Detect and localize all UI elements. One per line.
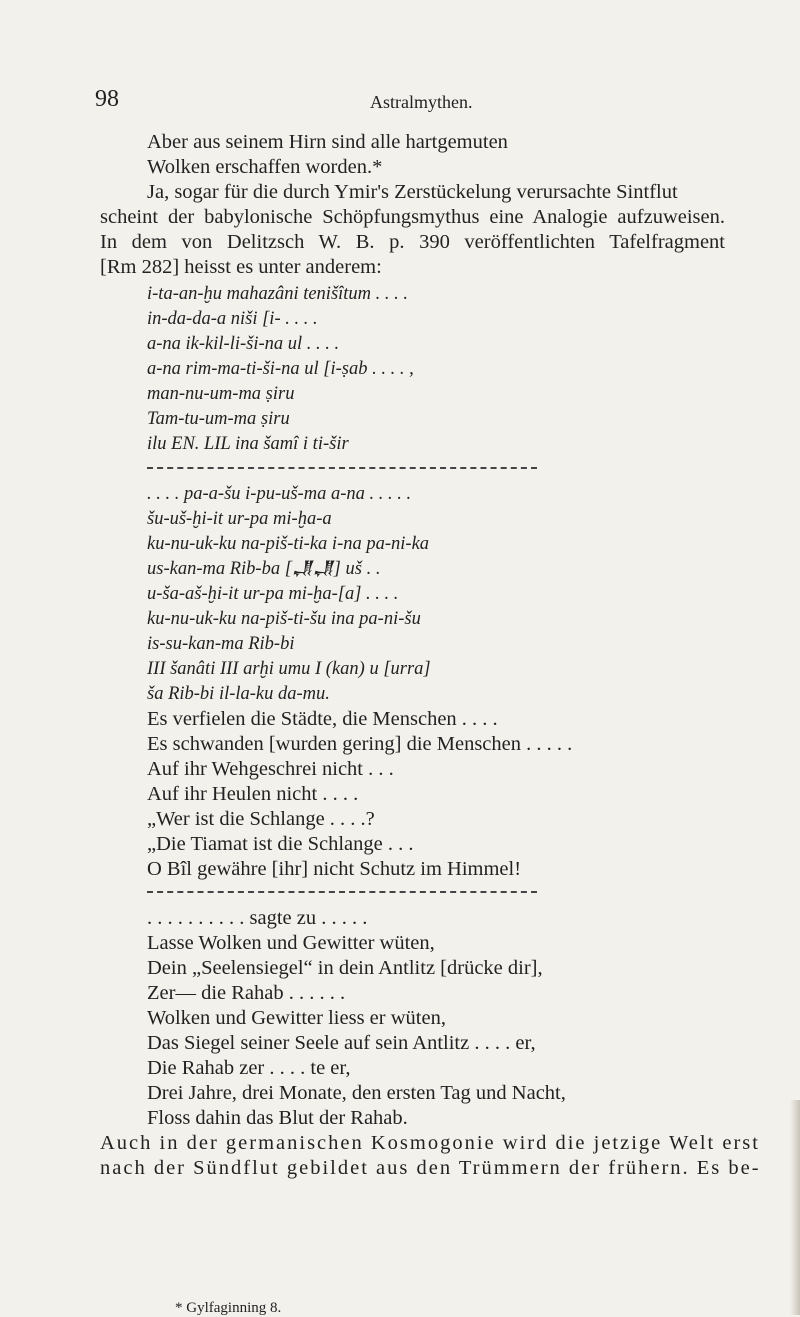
translation-line: Das Siegel seiner Seele auf sein Antlitz . . . . er, xyxy=(147,1032,536,1054)
translation-line: Dein „Seelensiegel“ in dein Antlitz [drücke dir], xyxy=(147,957,543,979)
transliteration-line: ilu EN. LIL ina šamî i ti-šir xyxy=(147,434,349,454)
dash-separator xyxy=(147,891,537,893)
text-line: Auch in der germanischen Kosmogonie wird die jetzige Welt erst xyxy=(100,1132,760,1154)
text-line: scheint der babylonische Schöpfungsmythus eine Analogie aufzuweisen. xyxy=(100,206,725,228)
transliteration-line: a-na rim-ma-ti-ši-na ul [i-ṣab . . . . , xyxy=(147,359,414,379)
translation-line: Auf ihr Heulen nicht . . . . xyxy=(147,783,359,805)
transliteration-line: Tam-tu-um-ma ṣiru xyxy=(147,409,290,429)
text-line: [Rm 282] heisst es unter anderem: xyxy=(100,256,382,278)
translation-line: Lasse Wolken und Gewitter wüten, xyxy=(147,932,435,954)
transliteration-line: III šanâti III arḫi umu I (kan) u [urra] xyxy=(147,659,431,679)
transliteration-line: man-nu-um-ma ṣiru xyxy=(147,384,295,404)
translation-line: Floss dahin das Blut der Rahab. xyxy=(147,1107,408,1129)
dash-separator xyxy=(147,467,537,469)
text-line: Ja, sogar für die durch Ymir's Zerstückelung verursachte Sintflut xyxy=(147,181,678,203)
transliteration-line: ku-nu-uk-ku na-piš-ti-ka i-na pa-ni-ka xyxy=(147,534,430,554)
transliteration-line: u-ša-aš-ḫi-it ur-pa mi-ḫa-[a] . . . . xyxy=(147,584,399,604)
text-line: Wolken erschaffen worden.* xyxy=(147,156,383,178)
translation-line: Auf ihr Wehgeschrei nicht . . . xyxy=(147,758,394,780)
translation-line: Es schwanden [wurden gering] die Menschen . . . . . xyxy=(147,733,573,755)
translation-line: Wolken und Gewitter liess er wüten, xyxy=(147,1007,446,1029)
transliteration-line: is-su-kan-ma Rib-bi xyxy=(147,634,295,654)
transliteration-line: . . . . pa-a-šu i-pu-uš-ma a-na . . . . . xyxy=(147,484,412,504)
page-number: 98 xyxy=(95,86,119,112)
transliteration-line: in-da-da-a niši [i- . . . . xyxy=(147,309,318,329)
transliteration-line: ša Rib-bi il-la-ku da-mu. xyxy=(147,684,330,704)
footnote: * Gylfaginning 8. xyxy=(175,1300,282,1316)
translation-line: O Bîl gewähre [ihr] nicht Schutz im Himmel! xyxy=(147,858,522,880)
page-header xyxy=(95,86,715,116)
text-line: In dem von Delitzsch W. B. p. 390 veröffentlichten Tafelfragment xyxy=(100,231,725,253)
translation-line: „Wer ist die Schlange . . . .? xyxy=(147,808,375,830)
translation-line: Die Rahab zer . . . . te er, xyxy=(147,1057,351,1079)
text-line: Aber aus seinem Hirn sind alle hartgemuten xyxy=(147,131,508,153)
transliteration-line: i-ta-an-ḫu mahazâni tenišîtum . . . . xyxy=(147,284,409,304)
translation-line: Zer— die Rahab . . . . . . xyxy=(147,982,346,1004)
translation-line: . . . . . . . . . . sagte zu . . . . . xyxy=(147,907,368,929)
transliteration-line: ku-nu-uk-ku na-piš-ti-šu ina pa-ni-šu xyxy=(147,609,421,629)
page-edge-shadow xyxy=(790,1100,800,1315)
transliteration-line: a-na ik-kil-li-ši-na ul . . . . xyxy=(147,334,340,354)
text-line: nach der Sündflut gebildet aus den Trümmern der frühern. Es be- xyxy=(100,1157,761,1179)
transliteration-line: šu-uš-ḫi-it ur-pa mi-ḫa-a xyxy=(147,509,332,529)
running-title: Astralmythen. xyxy=(370,92,473,112)
translation-line: Es verfielen die Städte, die Menschen . . . . xyxy=(147,708,498,730)
translation-line: „Die Tiamat ist die Schlange . . . xyxy=(147,833,414,855)
transliteration-line: us-kan-ma Rib-ba [𒂗𒂗] uš . . xyxy=(147,559,381,579)
translation-line: Drei Jahre, drei Monate, den ersten Tag und Nacht, xyxy=(147,1082,566,1104)
